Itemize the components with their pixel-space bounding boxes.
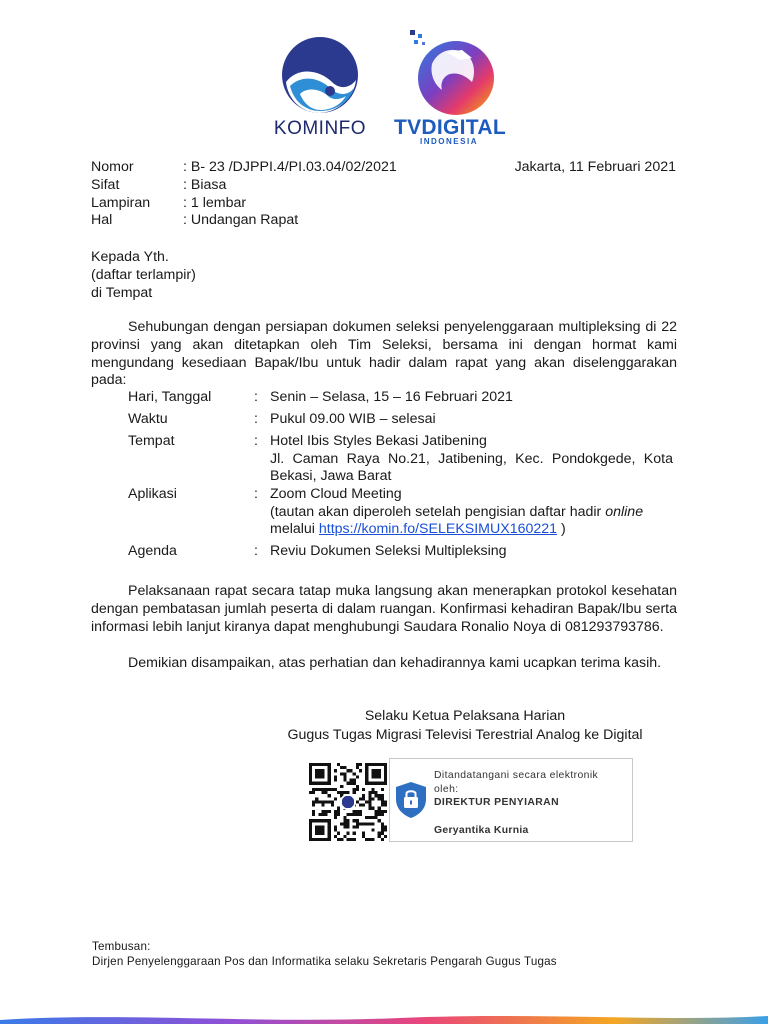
signature-title: [0, 707, 768, 744]
footer-decorative-bar: [0, 1010, 768, 1024]
detail-aplikasi-app: Zoom Cloud Meeting: [270, 485, 402, 502]
electronic-signature-box: [389, 758, 633, 842]
body-paragraph-1: [91, 319, 677, 390]
detail-separator: :: [254, 389, 258, 405]
letter-date: Jakarta, 11 Februari 2021: [514, 159, 676, 175]
signature-title-2: Gugus Tugas Migrasi Televisi Terestrial Analog ke Digital: [287, 726, 643, 743]
recipient-line-1: Kepada Yth.: [91, 249, 169, 265]
detail-hari-value: Senin – Selasa, 15 – 16 Februari 2021: [270, 389, 513, 405]
detail-agenda-value: Reviu Dokumen Seleksi Multipleksing: [270, 543, 507, 560]
detail-aplikasi-online: online: [605, 503, 644, 520]
meta-sifat-value: : Biasa: [183, 176, 227, 193]
meta-sifat: [91, 177, 681, 195]
detail-tempat-label: Tempat: [128, 433, 175, 450]
body-paragraph-3-text: Demikian disampaikan, atas perhatian dan kehadirannya kami ucapkan terima kasih.: [128, 655, 662, 671]
tv-digital-wordmark: TVDIGITAL: [394, 116, 506, 139]
detail-tempat: [128, 433, 673, 486]
tv-digital-subtitle: INDONESIA: [420, 137, 478, 146]
registration-link[interactable]: https://komin.fo/SELEKSIMUX160221: [318, 521, 558, 538]
detail-agenda: [128, 543, 673, 561]
detail-hari: [128, 389, 673, 407]
esign-role: DIREKTUR PENYIARAN: [434, 797, 559, 808]
detail-tempat-value: [270, 433, 673, 486]
detail-waktu-value: Pukul 09.00 WIB – selesai: [270, 411, 436, 428]
recipient-line-2: (daftar terlampir): [91, 266, 196, 283]
qr-code-icon: [309, 763, 387, 841]
detail-agenda-label: Agenda: [128, 543, 177, 560]
detail-separator: :: [254, 543, 258, 560]
tv-digital-logo: [394, 28, 504, 146]
tembusan-line-1: Dirjen Penyelenggaraan Pos dan Informatika selaku Sekretaris Pengarah Gugus Tugas: [92, 955, 557, 968]
meta-hal-label: Hal: [91, 212, 113, 229]
qr-code: [309, 763, 387, 841]
recipient-block: [91, 249, 196, 302]
detail-aplikasi-via: melalui: [270, 521, 319, 538]
detail-separator: :: [254, 485, 258, 502]
body-paragraph-3: [91, 655, 677, 673]
body-paragraph-2-text: Pelaksanaan rapat secara tatap muka langsung akan menerapkan protokol kesehatan dengan pembatasan jumlah peserta di dalam ruangan. Konfirmasi kehadiran Bapak/Ibu serta informasi lebih lanjut kiranya dapat menghubungi Saudara Ronalio Noya di 081293793786.: [91, 583, 677, 635]
kominfo-logo: [270, 36, 370, 140]
meta-sifat-label: Sifat: [91, 176, 120, 193]
meta-lampiran-label: Lampiran: [91, 194, 151, 211]
detail-tempat-address: Jl. Caman Raya No.21, Jatibening, Kec. Pondokgede, Kota Bekasi, Jawa Barat: [270, 450, 673, 485]
meta-lampiran: [91, 195, 681, 213]
meeting-details: [128, 389, 673, 565]
body-paragraph-1-text: Sehubungan dengan persiapan dokumen seleksi penyelenggaraan multipleksing di 22 provinsi yang akan ditetapkan oleh Tim Seleksi, bersama ini dengan hormat kami mengundang kesediaan Bapak/Ibu untuk hadir dalam rapat yang akan diselenggarakan pada:: [91, 319, 677, 389]
detail-aplikasi-note: (tautan akan diperoleh setelah pengisian daftar hadir: [270, 503, 606, 520]
meta-hal: [91, 212, 681, 230]
detail-hari-label: Hari, Tanggal: [128, 389, 212, 405]
tembusan-block: [92, 939, 557, 969]
detail-aplikasi-value: [270, 486, 673, 539]
detail-separator: :: [254, 433, 258, 450]
detail-aplikasi-label: Aplikasi: [128, 485, 177, 502]
body-paragraph-2: [91, 583, 677, 636]
tv-digital-emblem-icon: [402, 28, 496, 116]
tembusan-label: Tembusan:: [92, 940, 151, 953]
meta-hal-value: : Undangan Rapat: [183, 212, 299, 229]
detail-separator: :: [254, 411, 258, 428]
recipient-line-3: di Tempat: [91, 284, 153, 301]
detail-waktu: [128, 411, 673, 429]
meta-lampiran-value: : 1 lembar: [183, 194, 247, 211]
detail-waktu-label: Waktu: [128, 411, 168, 428]
kominfo-emblem-icon: [280, 36, 360, 114]
lock-shield-icon: [394, 781, 428, 819]
meta-nomor-label: Nomor: [91, 159, 134, 175]
detail-aplikasi-close: ): [557, 521, 566, 538]
detail-aplikasi: [128, 486, 673, 539]
esign-name: Geryantika Kurnia: [434, 825, 529, 836]
esign-text: [434, 769, 598, 810]
signature-title-1: Selaku Ketua Pelaksana Harian: [364, 708, 566, 724]
kominfo-wordmark: KOMINFO: [273, 118, 367, 139]
letterhead-logos: [0, 36, 768, 156]
detail-tempat-venue: Hotel Ibis Styles Bekasi Jatibening: [270, 433, 487, 450]
esign-line-2: oleh:: [434, 783, 459, 795]
esign-line-1: Ditandatangani secara elektronik: [434, 770, 599, 781]
meta-nomor-value: : B- 23 /DJPPI.4/PI.03.04/02/2021: [183, 159, 397, 175]
